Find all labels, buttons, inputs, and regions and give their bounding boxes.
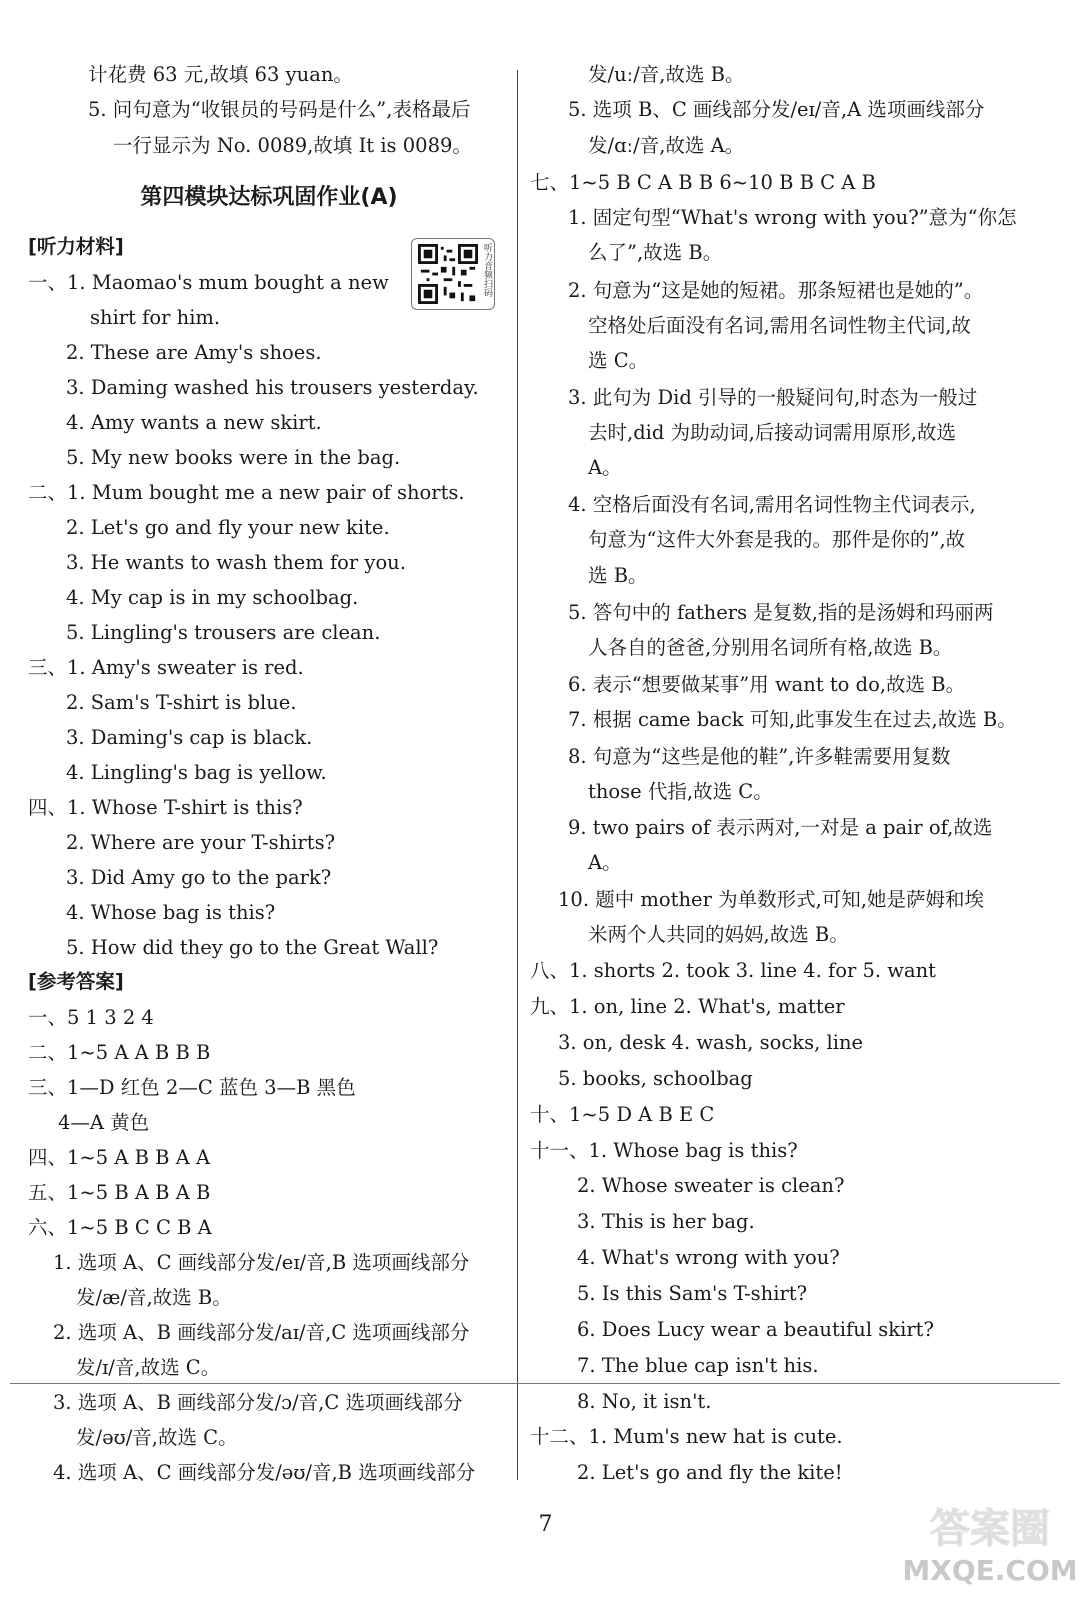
answer-line: 4—A 黄色 [58,1111,150,1134]
listening-line: 2. Where are your T-shirts? [66,831,336,854]
explanation-line: 么了”,故选 B。 [588,241,723,264]
answer-line: 四、1~5 A B B A A [28,1146,211,1169]
answer-line: 2. 选项 A、B 画线部分发/aɪ/音,C 选项画线部分 [53,1321,470,1344]
explanation-line: 6. 表示“想要做某事”用 want to do,故选 B。 [568,673,966,696]
explanation-line: 1. 固定句型“What's wrong with you?”意为“你怎 [568,206,1017,229]
explanation-line: 人各自的爸爸,分别用名词所有格,故选 B。 [588,636,953,659]
answer-line: 发/əʊ/音,故选 C。 [76,1426,238,1449]
explanation-line: those 代指,故选 C。 [588,780,773,803]
text-line: 一行显示为 No. 0089,故填 It is 0089。 [113,134,472,157]
answer-line: 1. 选项 A、C 画线部分发/eɪ/音,B 选项画线部分 [53,1251,470,1274]
answer-line: 一、5 1 3 2 4 [28,1006,154,1029]
watermark-domain: MXQE.COM [902,1554,1078,1587]
listening-line: shirt for him. [90,306,221,329]
explanation-line: 选 B。 [588,564,648,587]
explanation-line: 5. Is this Sam's T-shirt? [577,1282,808,1305]
explanation-line: 10. 题中 mother 为单数形式,可知,她是萨姆和埃 [558,888,984,911]
answer-line: 六、1~5 B C C B A [28,1216,212,1239]
explanation-line: 十一、1. Whose bag is this? [530,1139,798,1162]
explanation-line: 3. 此句为 Did 引导的一般疑问句,时态为一般过 [568,386,978,409]
listening-line: 二、1. Mum bought me a new pair of shorts. [28,481,465,504]
explanation-line: 2. 句意为“这是她的短裙。那条短裙也是她的”。 [568,279,984,302]
text-line: 计花费 63 元,故填 63 yuan。 [88,63,353,86]
explanation-line: 3. This is her bag. [577,1210,755,1233]
listening-line: 3. Daming's cap is black. [66,726,313,749]
listening-line: 4. Amy wants a new skirt. [66,411,322,434]
explanation-line: 6. Does Lucy wear a beautiful skirt? [577,1318,934,1341]
answer-line: 二、1~5 A A B B B [28,1041,211,1064]
explanation-line: 七、1~5 B C A B B 6~10 B B C A B [530,171,876,194]
explanation-line: 句意为“这件大外套是我的。那件是你的”,故 [588,528,966,551]
explanation-line: 7. The blue cap isn't his. [577,1354,819,1377]
qr-code-icon [418,244,478,304]
listening-line: 2. These are Amy's shoes. [66,341,322,364]
answer-line: 发/æ/音,故选 B。 [76,1286,232,1309]
answer-line: 三、1—D 红色 2—C 蓝色 3—B 黑色 [28,1076,356,1099]
explanation-line: 9. two pairs of 表示两对,一对是 a pair of,故选 [568,816,993,839]
answers-header: [参考答案] [28,970,124,993]
listening-line: 3. Did Amy go to the park? [66,866,332,889]
listening-line: 三、1. Amy's sweater is red. [28,656,304,679]
explanation-line: 十二、1. Mum's new hat is cute. [530,1425,843,1448]
text-line: 5. 问句意为“收银员的号码是什么”,表格最后 [88,98,471,121]
explanation-line: 米两个人共同的妈妈,故选 B。 [588,923,849,946]
qr-code-box[interactable] [411,238,495,310]
explanation-line: 7. 根据 came back 可知,此事发生在过去,故选 B。 [568,708,1017,731]
listening-line: 5. Lingling's trousers are clean. [66,621,381,644]
watermark-title: 答案圈 [930,1506,1050,1552]
explanation-line: 8. No, it isn't. [577,1390,712,1413]
explanation-line: 8. 句意为“这些是他的鞋”,许多鞋需要用复数 [568,745,951,768]
answer-line: 4. 选项 A、C 画线部分发/əʊ/音,B 选项画线部分 [53,1461,476,1484]
listening-line: 3. Daming washed his trousers yesterday. [66,376,479,399]
listening-line: 一、1. Maomao's mum bought a new [28,271,389,294]
bottom-divider [10,1383,1060,1384]
explanation-line: 八、1. shorts 2. took 3. line 4. for 5. want [530,959,936,982]
explanation-line: 4. What's wrong with you? [577,1246,840,1269]
explanation-line: 九、1. on, line 2. What's, matter [530,995,845,1018]
listening-line: 5. How did they go to the Great Wall? [66,936,439,959]
listening-line: 4. Whose bag is this? [66,901,276,924]
explanation-line: A。 [588,456,622,479]
qr-caption: 听力音频扫码 [482,243,492,297]
explanation-line: 5. books, schoolbag [558,1067,753,1090]
page-number: 7 [538,1512,553,1537]
answer-line: 五、1~5 B A B A B [28,1181,211,1204]
explanation-line: 选 C。 [588,349,649,372]
column-divider [517,70,518,1480]
explanation-line: 2. Whose sweater is clean? [577,1174,845,1197]
explanation-line: 去时,did 为助动词,后接动词需用原形,故选 [588,421,956,444]
explanation-line: 3. on, desk 4. wash, socks, line [558,1031,864,1054]
explanation-line: 4. 空格后面没有名词,需用名词性物主代词表示, [568,493,976,516]
explanation-line: 发/ɑː/音,故选 A。 [588,134,745,157]
listening-header: [听力材料] [28,235,124,258]
listening-line: 四、1. Whose T-shirt is this? [28,796,303,819]
watermark-logo [895,1490,1085,1595]
explanation-line: 十、1~5 D A B E C [530,1103,715,1126]
listening-line: 2. Let's go and fly your new kite. [66,516,390,539]
explanation-line: 5. 答句中的 fathers 是复数,指的是汤姆和玛丽两 [568,601,994,624]
explanation-line: 5. 选项 B、C 画线部分发/eɪ/音,A 选项画线部分 [568,98,985,121]
listening-line: 4. Lingling's bag is yellow. [66,761,327,784]
listening-line: 4. My cap is in my schoolbag. [66,586,359,609]
section-title: 第四模块达标巩固作业(A) [140,185,398,210]
answer-line: 3. 选项 A、B 画线部分发/ɔ/音,C 选项画线部分 [53,1391,463,1414]
explanation-line: 空格处后面没有名词,需用名词性物主代词,故 [588,314,971,337]
explanation-line: 发/uː/音,故选 B。 [588,63,745,86]
listening-line: 2. Sam's T-shirt is blue. [66,691,297,714]
listening-line: 3. He wants to wash them for you. [66,551,406,574]
explanation-line: 2. Let's go and fly the kite! [577,1461,843,1484]
explanation-line: A。 [588,851,622,874]
answer-line: 发/ɪ/音,故选 C。 [76,1356,221,1379]
listening-line: 5. My new books were in the bag. [66,446,401,469]
